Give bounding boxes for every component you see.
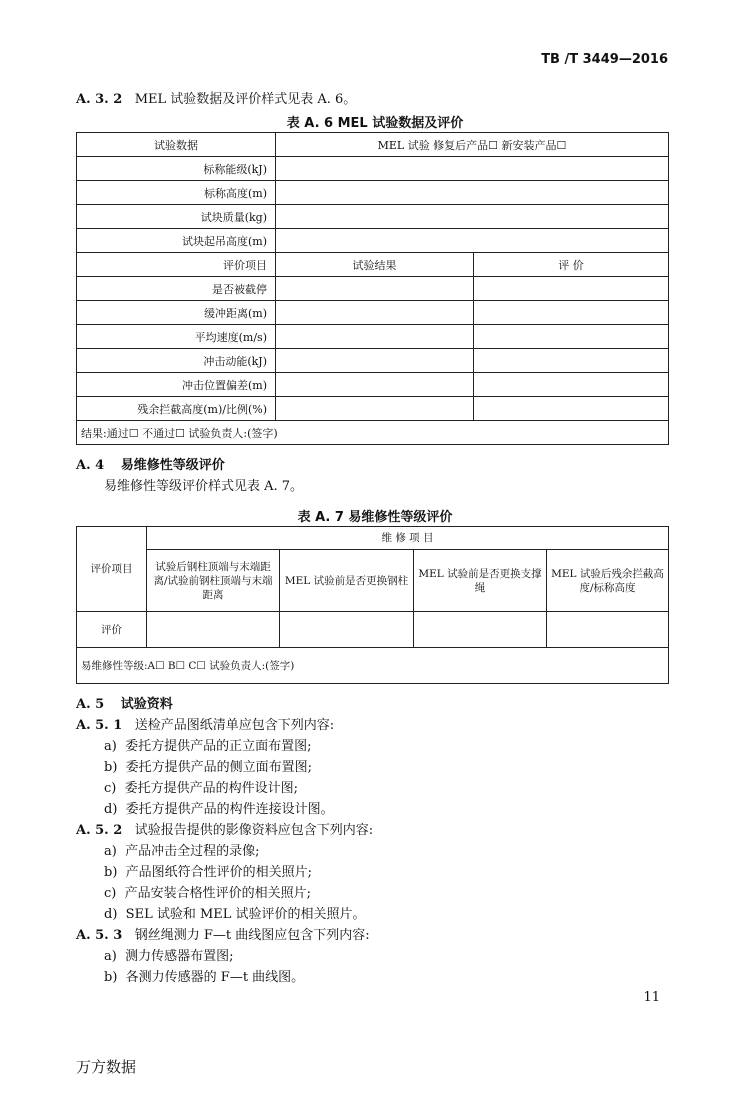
list-marker: d) xyxy=(104,802,118,817)
clause-a32 xyxy=(76,92,356,108)
table-footer-row xyxy=(77,648,669,684)
list-text: 委托方提供产品的构件设计图; xyxy=(124,781,299,796)
value-cell xyxy=(147,612,280,648)
table-a7 xyxy=(76,526,669,684)
list-text: 委托方提供产品的正立面布置图; xyxy=(125,739,312,754)
value-cell xyxy=(474,301,669,325)
table-header-cell: 试验后钢柱顶端与末端距离/试验前钢柱顶端与末端距离 xyxy=(147,550,280,612)
table-row xyxy=(77,277,669,301)
clause-a53 xyxy=(76,928,370,944)
clause-number: A. 3. 2 xyxy=(76,92,123,107)
list-item xyxy=(104,886,311,902)
table-header-cell: 维 修 项 目 xyxy=(147,527,669,550)
list-item xyxy=(104,970,304,986)
table-row xyxy=(77,301,669,325)
table-row xyxy=(77,397,669,421)
list-text: 各测力传感器的 F—t 曲线图。 xyxy=(125,970,305,985)
table-row xyxy=(77,612,669,648)
clause-number: A. 5 xyxy=(76,697,105,712)
table-header-cell: MEL 试验后残余拦截高度/标称高度 xyxy=(547,550,669,612)
value-cell xyxy=(276,181,669,205)
list-marker: b) xyxy=(104,760,118,775)
clause-a52 xyxy=(76,823,373,839)
row-label: 是否被截停 xyxy=(77,277,276,301)
clause-title: 试验资料 xyxy=(120,697,173,712)
value-cell xyxy=(276,397,474,421)
list-item xyxy=(104,781,298,797)
list-text: 委托方提供产品的侧立面布置图; xyxy=(125,760,313,775)
table-row xyxy=(77,181,669,205)
table-footer: 结果:通过☐ 不通过☐ 试验负责人:(签字) xyxy=(77,421,669,445)
list-item xyxy=(104,844,259,860)
table-header-cell: 试验结果 xyxy=(276,253,474,277)
table-header-cell: MEL 试验 修复后产品☐ 新安装产品☐ xyxy=(276,133,669,157)
table-row xyxy=(77,253,669,277)
value-cell xyxy=(276,205,669,229)
list-text: 委托方提供产品的构件连接设计图。 xyxy=(125,802,334,817)
list-item xyxy=(104,802,334,818)
value-cell xyxy=(474,277,669,301)
clause-text: 试验报告提供的影像资料应包含下列内容: xyxy=(134,823,374,838)
table-header-cell: MEL 试验前是否更换钢柱 xyxy=(280,550,414,612)
value-cell xyxy=(276,229,669,253)
table-a6-caption: 表 A. 6 MEL 试验数据及评价 xyxy=(286,116,464,131)
row-label: 冲击动能(kJ) xyxy=(77,349,276,373)
list-item xyxy=(104,865,312,881)
value-cell xyxy=(280,612,414,648)
list-marker: d) xyxy=(104,907,118,922)
list-text: 测力传感器布置图; xyxy=(125,949,234,964)
row-label: 评价 xyxy=(77,612,147,648)
clause-number: A. 4 xyxy=(76,458,105,473)
row-label: 平均速度(m/s) xyxy=(77,325,276,349)
list-item xyxy=(104,949,233,965)
value-cell xyxy=(474,373,669,397)
value-cell xyxy=(276,373,474,397)
table-footer-row xyxy=(77,421,669,445)
table-row xyxy=(77,325,669,349)
table-a6 xyxy=(76,132,669,445)
page-number: 11 xyxy=(643,990,660,1005)
clause-text: 钢丝绳测力 F—t 曲线图应包含下列内容: xyxy=(134,928,370,943)
value-cell xyxy=(276,325,474,349)
clause-number: A. 5. 3 xyxy=(76,928,123,943)
value-cell xyxy=(474,325,669,349)
list-marker: c) xyxy=(104,781,117,796)
clause-number: A. 5. 1 xyxy=(76,718,123,733)
row-label: 冲击位置偏差(m) xyxy=(77,373,276,397)
list-marker: b) xyxy=(104,970,118,985)
table-header-cell: 评 价 xyxy=(474,253,669,277)
row-label: 残余拦截高度(m)/比例(%) xyxy=(77,397,276,421)
clause-text: MEL 试验数据及评价样式见表 A. 6。 xyxy=(134,92,357,107)
value-cell xyxy=(474,349,669,373)
clause-a51 xyxy=(76,718,334,734)
clause-text: 送检产品图纸清单应包含下列内容: xyxy=(134,718,335,733)
list-marker: a) xyxy=(104,844,117,859)
row-label: 试块起吊高度(m) xyxy=(77,229,276,253)
row-label: 评价项目 xyxy=(77,527,147,612)
list-item xyxy=(104,739,311,755)
list-item xyxy=(104,760,312,776)
clause-a5 xyxy=(76,697,173,713)
row-label: 试块质量(kg) xyxy=(77,205,276,229)
table-a7-caption: 表 A. 7 易维修性等级评价 xyxy=(297,510,453,525)
watermark: 万方数据 xyxy=(76,1058,137,1076)
table-row xyxy=(77,157,669,181)
list-marker: b) xyxy=(104,865,118,880)
table-row xyxy=(77,349,669,373)
value-cell xyxy=(276,301,474,325)
list-marker: a) xyxy=(104,949,117,964)
table-header-cell: MEL 试验前是否更换支撑绳 xyxy=(414,550,547,612)
table-row xyxy=(77,373,669,397)
table-row xyxy=(77,205,669,229)
value-cell xyxy=(276,157,669,181)
value-cell xyxy=(474,397,669,421)
row-label: 标称能级(kJ) xyxy=(77,157,276,181)
value-cell xyxy=(276,277,474,301)
clause-number: A. 5. 2 xyxy=(76,823,123,838)
table-row xyxy=(77,229,669,253)
standard-code: TB /T 3449—2016 xyxy=(541,52,668,67)
table-header-cell: 试验数据 xyxy=(77,133,276,157)
list-item xyxy=(104,907,366,923)
row-label: 标称高度(m) xyxy=(77,181,276,205)
list-text: 产品图纸符合性评价的相关照片; xyxy=(125,865,313,880)
row-label: 评价项目 xyxy=(77,253,276,277)
list-text: 产品冲击全过程的录像; xyxy=(125,844,260,859)
table-footer: 易维修性等级:A☐ B☐ C☐ 试验负责人:(签字) xyxy=(77,648,669,684)
value-cell xyxy=(276,349,474,373)
list-marker: c) xyxy=(104,886,117,901)
list-text: 产品安装合格性评价的相关照片; xyxy=(124,886,312,901)
clause-a4-text: 易维修性等级评价样式见表 A. 7。 xyxy=(104,479,304,494)
clause-a4 xyxy=(76,458,225,474)
list-marker: a) xyxy=(104,739,117,754)
value-cell xyxy=(547,612,669,648)
list-text: SEL 试验和 MEL 试验评价的相关照片。 xyxy=(125,907,366,922)
clause-title: 易维修性等级评价 xyxy=(120,458,225,473)
value-cell xyxy=(414,612,547,648)
row-label: 缓冲距离(m) xyxy=(77,301,276,325)
